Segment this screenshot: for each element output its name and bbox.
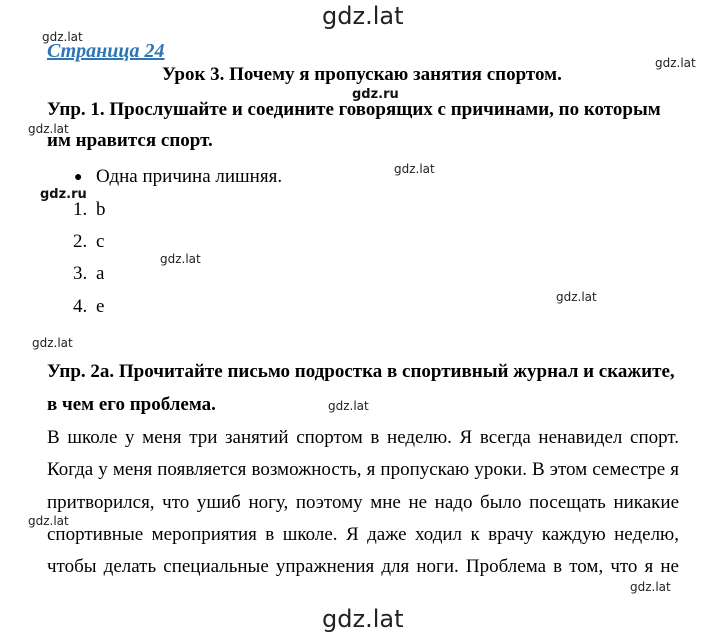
bullet-icon: ● [74,170,83,185]
letter-line: Когда у меня появляется возможность, я пропускаю уроки. В этом семестре я [47,459,679,480]
watermark: gdz.lat [394,162,435,176]
watermark: gdz.lat [32,336,73,350]
letter-line: притворился, что ушиб ногу, поэтому мне не надо было посещать никакие [47,492,679,513]
exercise2-title-line1: Упр. 2а. Прочитайте письмо подростка в спортивный журнал и скажите, [47,361,675,382]
letter-line: спортивные мероприятия в школе. Я даже ходил к врачу каждую неделю, [47,524,679,545]
answer-value: b [96,199,106,220]
watermark: gdz.lat [28,514,69,528]
page-link[interactable]: Страница 24 [47,40,165,62]
watermark-ru: gdz.ru [40,187,87,202]
answer-number: 1. [73,199,88,220]
watermark: gdz.lat [655,56,696,70]
exercise1-bullet-text: Одна причина лишняя. [96,166,283,187]
letter-line: В школе у меня три занятий спортом в неделю. Я всегда ненавидел спорт. [47,427,679,448]
answer-value: a [96,263,105,284]
watermark: gdz.lat [328,399,369,413]
answer-value: c [96,231,105,252]
lesson-title: Урок 3. Почему я пропускаю занятия спортом. [162,64,562,85]
watermark: gdz.lat [556,290,597,304]
answer-number: 3. [73,263,88,284]
answer-number: 2. [73,231,88,252]
exercise1-title-line1: Упр. 1. Прослушайте и соедините говорящих с причинами, по которым [47,99,661,120]
watermark: gdz.lat [28,122,69,136]
answer-value: e [96,296,105,317]
watermark-top: gdz.lat [322,2,404,30]
watermark-ru: gdz.ru [352,87,399,102]
watermark: gdz.lat [42,30,83,44]
watermark: gdz.lat [160,252,201,266]
exercise2-title-line2: в чем его проблема. [47,394,216,415]
exercise1-title-line2: им нравится спорт. [47,130,213,151]
watermark-bottom: gdz.lat [322,605,404,633]
watermark: gdz.lat [630,580,671,594]
letter-line: чтобы делать специальные упражнения для ноги. Проблема в том, что я не [47,556,679,577]
answer-number: 4. [73,296,88,317]
